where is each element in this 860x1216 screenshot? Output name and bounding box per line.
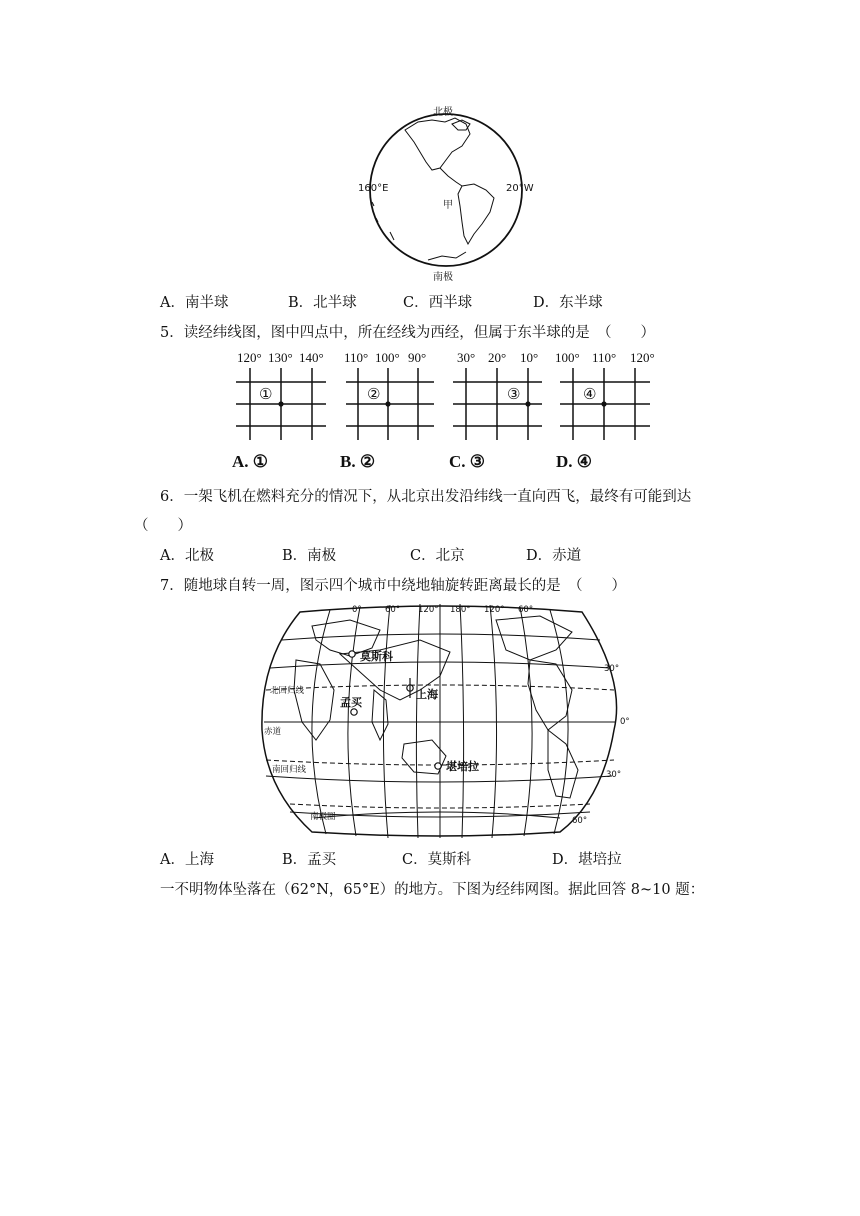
grid-1-point: ① <box>259 385 273 403</box>
q7-option-b[interactable]: B．孟买 <box>282 852 337 868</box>
grid-2-option[interactable]: B. ② <box>340 452 376 471</box>
q6-option-b[interactable]: B．南极 <box>282 548 337 564</box>
grid-4-label-1: 100° <box>555 350 580 365</box>
grid-2-label-2: 100° <box>375 350 400 365</box>
map-top-label-3: 120° <box>418 605 439 615</box>
grid-4-label-3: 120° <box>630 350 655 365</box>
map-right-label-60s: 60° <box>572 816 588 826</box>
globe-center-label: 甲 <box>443 200 453 211</box>
q7-question: 7．随地球自转一周，图示四个城市中绕地轴旋转距离最长的是 （ ） <box>160 578 626 594</box>
grid-4-point: ④ <box>583 385 597 403</box>
grid-2-label-1: 110° <box>344 350 369 365</box>
map-right-label-0: 0° <box>620 717 630 727</box>
map-city-canberra: 堪培拉 <box>446 760 479 773</box>
grid-1-label-1: 120° <box>237 350 262 365</box>
map-equator: 赤道 <box>264 727 282 737</box>
globe-right-label: 20°W <box>506 183 534 194</box>
q4-option-d[interactable]: D．东半球 <box>533 295 603 311</box>
map-city-shanghai: 上海 <box>416 688 438 701</box>
q5-question: 5．读经纬线图，图中四点中，所在经线为西经，但属于东半球的是 （ ） <box>160 325 655 341</box>
grid-3-label-3: 10° <box>520 350 539 365</box>
map-antarctic-circle: 南极圈 <box>310 812 336 822</box>
map-top-label-5: 120° <box>484 605 505 615</box>
q8-10-intro: 一不明物体坠落在（62°N，65°E）的地方。下图为经纬网图。据此回答 8~10 题： <box>160 882 705 898</box>
q4-option-c[interactable]: C．西半球 <box>403 295 473 311</box>
q4-option-b[interactable]: B．北半球 <box>288 295 357 311</box>
q7-option-c[interactable]: C．莫斯科 <box>402 852 472 868</box>
q7-option-d[interactable]: D．堪培拉 <box>552 852 622 868</box>
grid-4-label-2: 110° <box>592 350 617 365</box>
grid-3-label-1: 30° <box>457 350 476 365</box>
grid-1-label-3: 140° <box>299 350 324 365</box>
globe-south-label: 南极 <box>433 272 453 283</box>
grid-1-label-2: 130° <box>268 350 293 365</box>
map-city-moscow: 莫斯科 <box>360 650 393 663</box>
q6-option-d[interactable]: D．赤道 <box>526 548 582 564</box>
grid-4-option[interactable]: D. ④ <box>556 452 593 471</box>
q6-answer-paren: （ ） <box>134 518 192 534</box>
q4-option-a[interactable]: A．南半球 <box>160 295 229 311</box>
map-top-label-1: 0° <box>352 605 362 615</box>
map-tropic-capricorn: 南回归线 <box>272 765 307 775</box>
map-top-label-6: 60° <box>518 605 534 615</box>
map-city-mumbai: 孟买 <box>340 696 362 709</box>
q6-question: 6．一架飞机在燃料充分的情况下，从北京出发沿纬线一直向西飞，最终有可能到达 <box>160 489 692 505</box>
map-top-label-2: 60° <box>385 605 401 615</box>
q6-option-c[interactable]: C．北京 <box>410 548 465 564</box>
map-right-label-30s: 30° <box>606 770 622 780</box>
map-tropic-cancer: 北回归线 <box>270 686 305 696</box>
grid-3-point: ③ <box>507 385 521 403</box>
map-right-label-30n: 30° <box>604 664 620 674</box>
map-top-label-4: 180° <box>450 605 471 615</box>
grid-3-option[interactable]: C. ③ <box>449 452 486 471</box>
q6-option-a[interactable]: A．北极 <box>160 548 214 564</box>
grid-1-option[interactable]: A. ① <box>232 452 269 471</box>
grid-3-label-2: 20° <box>488 350 507 365</box>
globe-north-label: 北极 <box>433 107 453 118</box>
globe-left-label: 160°E <box>358 183 389 194</box>
q7-option-a[interactable]: A．上海 <box>160 852 214 868</box>
grid-2-point: ② <box>367 385 381 403</box>
grid-2-label-3: 90° <box>408 350 427 365</box>
